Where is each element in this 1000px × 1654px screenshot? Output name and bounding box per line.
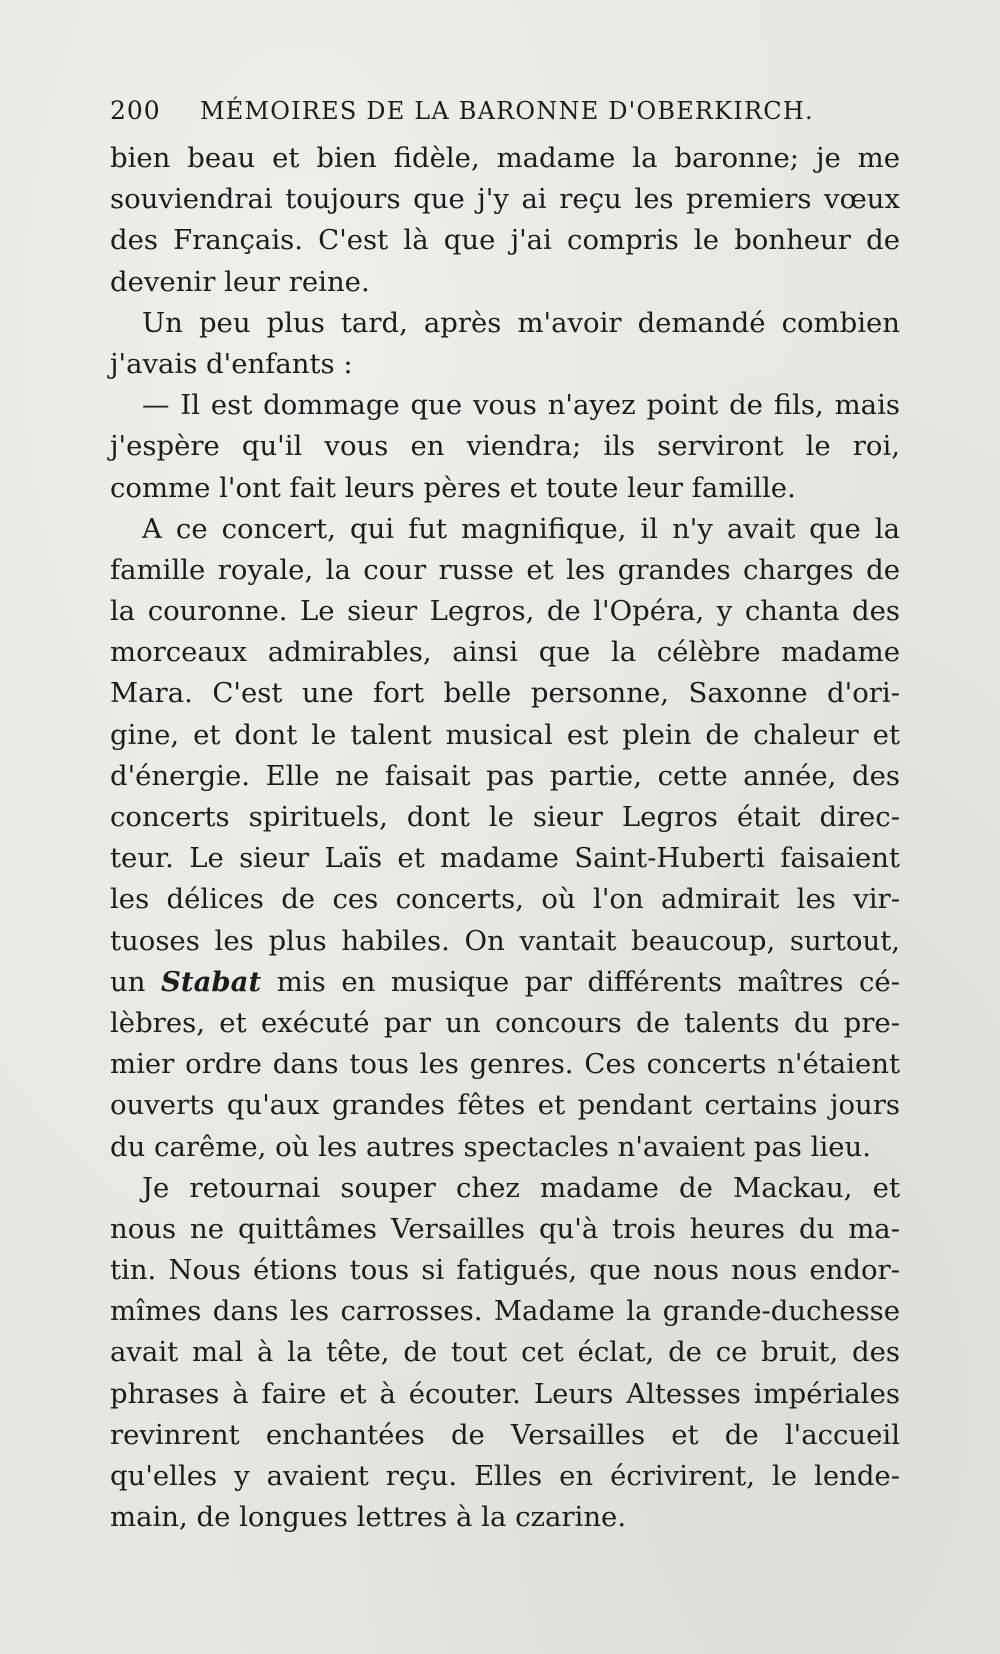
text-line: — Il est dommage que vous n'ayez point de fils, mais	[142, 389, 900, 422]
text-line: nous ne quittâmes Versailles qu'à trois heures du ma-	[110, 1212, 900, 1245]
text-line: j'avais d'enfants :	[110, 347, 353, 380]
text-line: gine, et dont le talent musical est plein de chaleur et	[110, 718, 900, 751]
text-line: revinrent enchantées de Versailles et de l'accueil	[110, 1418, 900, 1451]
text-line: bien beau et bien fidèle, madame la baronne; je me	[110, 142, 900, 174]
text-line: Mara. C'est une fort belle personne, Saxonne d'ori-	[110, 677, 900, 710]
text-line: tuoses les plus habiles. On vantait beaucoup, surtout,	[110, 924, 900, 957]
running-head	[110, 96, 910, 130]
text-line: ouverts qu'aux grandes fêtes et pendant certains jours	[110, 1089, 900, 1122]
text-line: la couronne. Le sieur Legros, de l'Opéra, y chanta des	[110, 595, 900, 628]
text-line: A ce concert, qui fut magnifique, il n'y avait que la	[142, 512, 900, 545]
text-line: avait mal à la tête, de tout cet éclat, de ce bruit, des	[110, 1336, 900, 1369]
running-title: MÉMOIRES DE LA BARONNE D'OBERKIRCH.	[200, 97, 814, 125]
text-line	[110, 962, 900, 1003]
text-line: mier ordre dans tous les genres. Ces concerts n'étaient	[110, 1048, 900, 1081]
text-line: souviendrai toujours que j'y ai reçu les premiers vœux	[110, 183, 900, 216]
text-line: concerts spirituels, dont le sieur Legros était direc-	[110, 801, 900, 833]
text-line: main, de longues lettres à la czarine.	[110, 1501, 627, 1534]
text-line: Un peu plus tard, après m'avoir demandé combien	[142, 306, 900, 339]
text-line: d'énergie. Elle ne faisait pas partie, cette année, des	[110, 759, 900, 792]
page-number: 200	[110, 96, 161, 125]
text-segment: mis en musique par différents maîtres cé-	[261, 965, 900, 998]
italic-title: Stabat	[161, 965, 262, 998]
text-line: j'espère qu'il vous en viendra; ils serviront le roi,	[110, 430, 900, 463]
text-line: teur. Le sieur Laïs et madame Saint-Huberti faisaient	[110, 842, 900, 875]
text-line: famille royale, la cour russe et les grandes charges de	[110, 553, 900, 586]
text-line: tin. Nous étions tous si fatigués, que nous nous endor-	[110, 1254, 900, 1287]
text-line: comme l'ont fait leurs pères et toute leur famille.	[110, 471, 796, 504]
text-line: du carême, où les autres spectacles n'avaient pas lieu.	[110, 1130, 871, 1163]
text-line: Je retournai souper chez madame de Mackau, et	[142, 1171, 900, 1204]
text-segment: un	[110, 965, 162, 998]
text-line: les délices de ces concerts, où l'on admirait les vir-	[110, 883, 900, 916]
text-line: phrases à faire et à écouter. Leurs Altesses impériales	[110, 1377, 900, 1410]
text-line: mîmes dans les carrosses. Madame la grande-duchesse	[110, 1295, 900, 1328]
body-text	[110, 138, 900, 1538]
text-line: lèbres, et exécuté par un concours de talents du pre-	[110, 1006, 900, 1039]
text-line: devenir leur reine.	[110, 265, 370, 298]
text-line: des Français. C'est là que j'ai compris le bonheur de	[110, 224, 900, 257]
text-line: morceaux admirables, ainsi que la célèbre madame	[110, 636, 900, 669]
text-line: qu'elles y avaient reçu. Elles en écrivirent, le lende-	[110, 1460, 900, 1492]
